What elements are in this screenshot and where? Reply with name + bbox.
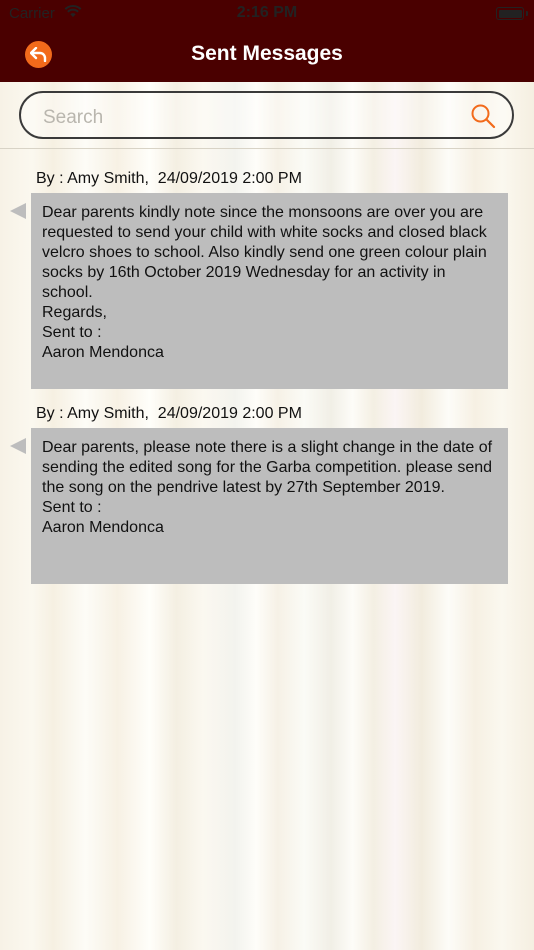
status-time: 2:16 PM [236, 4, 298, 21]
page-title: Sent Messages [191, 42, 343, 65]
header-bar [0, 0, 534, 82]
battery-icon [496, 7, 524, 20]
battery-tip [526, 11, 528, 16]
message-sent-to-label: Sent to : [42, 499, 102, 516]
status-bar [0, 0, 534, 28]
message-sent-to-label: Sent to : [42, 324, 102, 341]
message-closing: Regards, [42, 304, 107, 321]
message-meta: By : Amy Smith, 24/09/2019 2:00 PM [36, 170, 302, 187]
search-field[interactable] [19, 91, 514, 139]
search-icon[interactable] [470, 103, 496, 129]
carrier-label: Carrier [9, 5, 55, 22]
message-recipient: Aaron Mendonca [42, 519, 164, 536]
message-bubble [31, 193, 508, 389]
message-bubble [31, 428, 508, 584]
search-input[interactable] [41, 105, 445, 131]
bubble-pointer [10, 438, 26, 454]
message-body: Dear parents kindly note since the monsoons are over you are requested to send your child with white socks and closed black velcro shoes to school. Also kindly send one green colour plain socks by 16th October 2019 Wednesday for an activity in school. [42, 204, 487, 301]
message-meta: By : Amy Smith, 24/09/2019 2:00 PM [36, 405, 302, 422]
message-recipient: Aaron Mendonca [42, 344, 164, 361]
bubble-pointer [10, 203, 26, 219]
message-body: Dear parents, please note there is a slight change in the date of sending the edited song for the Garba competition. please send the song on the pendrive latest by 27th September 2019. [42, 439, 493, 496]
search-bar [0, 82, 534, 149]
